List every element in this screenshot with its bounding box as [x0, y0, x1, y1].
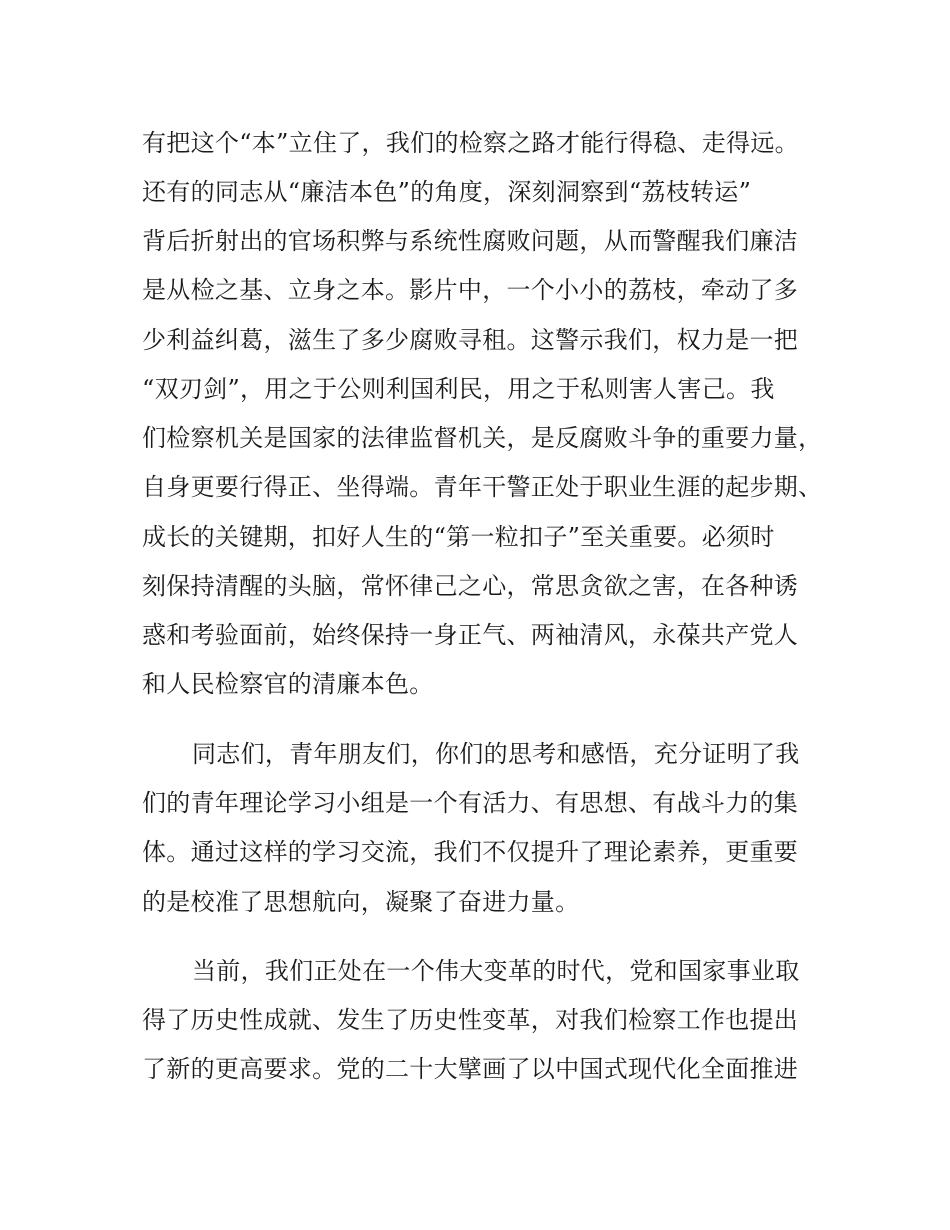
text-line: 是从检之基、立身之本。影片中，一个小小的荔枝，牵动了多	[142, 276, 799, 304]
text-line: 还有的同志从“廉洁本色”的角度，深刻洞察到“荔枝转运”	[142, 178, 752, 206]
text-line: 同志们，青年朋友们，你们的思考和感悟，充分证明了我	[192, 740, 800, 768]
text-line: 刻保持清醒的头脑，常怀律己之心，常思贪欲之害，在各种诱	[142, 572, 799, 600]
text-line: 少利益纠葛，滋生了多少腐败寻租。这警示我们，权力是一把	[142, 326, 799, 354]
text-line: 背后折射出的官场积弊与系统性腐败问题，从而警醒我们廉洁	[142, 227, 799, 255]
text-line: 得了历史性成就、发生了历史性变革，对我们检察工作也提出	[142, 1006, 799, 1034]
text-line: 有把这个“本”立住了，我们的检察之路才能行得稳、走得远。	[142, 129, 799, 157]
text-line: 惑和考验面前，始终保持一身正气、两袖清风，永葆共产党人	[142, 621, 799, 649]
text-line: 了新的更高要求。党的二十大擘画了以中国式现代化全面推进	[142, 1055, 799, 1083]
text-line: 们的青年理论学习小组是一个有活力、有思想、有战斗力的集	[142, 789, 799, 817]
text-line: 自身更要行得正、坐得端。青年干警正处于职业生涯的起步期、	[142, 473, 823, 501]
text-line: “双刃剑”，用之于公则利国利民，用之于私则害人害己。我	[142, 375, 775, 403]
text-line: 的是校准了思想航向，凝聚了奋进力量。	[142, 888, 580, 916]
text-line: 们检察机关是国家的法律监督机关，是反腐败斗争的重要力量，	[142, 424, 823, 452]
text-line: 成长的关键期，扣好人生的“第一粒扣子”至关重要。必须时	[142, 523, 775, 551]
text-line: 体。通过这样的学习交流，我们不仅提升了理论素养，更重要	[142, 838, 799, 866]
text-line: 当前，我们正处在一个伟大变革的时代，党和国家事业取	[192, 957, 800, 985]
text-line: 和人民检察官的清廉本色。	[142, 670, 434, 698]
